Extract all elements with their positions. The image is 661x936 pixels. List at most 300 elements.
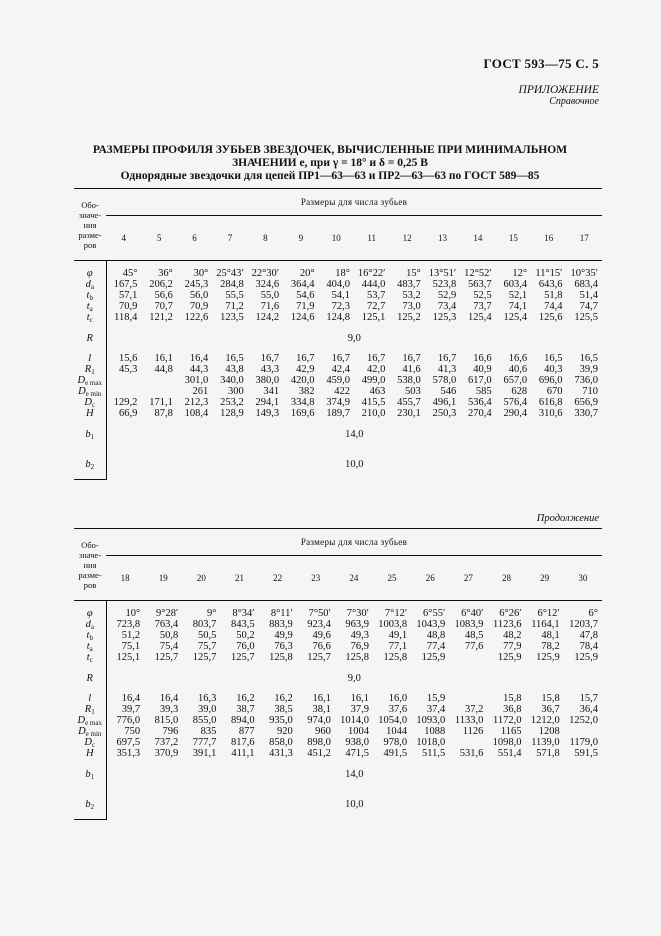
row-symbol-subscript: 1: [91, 368, 95, 376]
teeth-count-cell: 14: [460, 216, 495, 261]
value-cell: 883,9: [269, 619, 293, 630]
row-symbol-subscript: 2: [90, 462, 95, 471]
value-cell: 42,0: [367, 364, 386, 375]
value-cell: 71,6: [260, 301, 280, 312]
value-cell: 538,0: [397, 375, 421, 386]
row-symbol: [74, 641, 106, 652]
value-cell: 404,0: [326, 279, 350, 290]
row-symbol-subscript: b: [89, 294, 93, 302]
value-cell: 16°22′: [357, 268, 386, 279]
value-cell: 56,6: [154, 290, 173, 301]
teeth-count-cell: 11: [354, 216, 389, 261]
teeth-count-cell: 6: [177, 216, 212, 261]
value-cell: 576,4: [503, 397, 528, 408]
value-cell: 496,1: [432, 397, 457, 408]
row-symbol-letter: t: [86, 652, 90, 663]
value-cell: 78,2: [541, 641, 560, 652]
teeth-count-cell: 13: [425, 216, 460, 261]
teeth-count-cell: 20: [182, 556, 220, 601]
value-cell: 75,4: [159, 641, 179, 652]
page-subtitle: Однорядные звездочки для цепей ПР1—63—63 и ПР2—63—63 по ГОСТ 589—85: [120, 170, 540, 182]
row-symbol: [74, 608, 106, 619]
row-symbol-subscript: a: [89, 305, 93, 313]
value-cell: 125,7: [154, 652, 179, 663]
value-cell: 128,9: [220, 408, 244, 419]
value-cell: 38,5: [274, 704, 293, 715]
row-symbol-subscript: 1: [90, 432, 95, 441]
row-symbol: [74, 726, 106, 737]
value-cell: 1123,6: [493, 619, 522, 630]
table-row: [74, 353, 602, 364]
value-cell: 36°: [158, 268, 173, 279]
row-symbol: [74, 759, 106, 789]
value-cell: [564, 726, 602, 737]
value-cell: 121,2: [149, 312, 173, 323]
value-cell: 301,0: [184, 375, 209, 386]
merged-value-cell: 9,0: [347, 332, 361, 344]
value-cell: 76,9: [350, 641, 369, 652]
teeth-count-cell: 29: [526, 556, 564, 601]
value-cell: 169,6: [290, 408, 315, 419]
value-cell: 817,6: [230, 737, 255, 748]
value-cell: 12°: [512, 268, 528, 279]
row-symbol-letter: D: [77, 715, 86, 726]
value-cell: 125,5: [574, 312, 598, 323]
value-cell: 894,0: [230, 715, 255, 726]
value-cell: 511,5: [422, 748, 446, 759]
table-row: [74, 268, 602, 279]
value-cell: 8°34′: [232, 608, 255, 619]
value-cell: 16,1: [154, 353, 173, 364]
row-symbol: [74, 386, 106, 397]
value-cell: 340,0: [220, 375, 244, 386]
row-symbol-letter: D: [77, 375, 86, 386]
value-cell: 855,0: [192, 715, 217, 726]
row-symbol-letter: R: [86, 332, 93, 344]
value-cell: 1212,0: [530, 715, 560, 726]
value-cell: 300: [227, 386, 244, 397]
row-symbol: [74, 419, 106, 449]
value-cell: 974,0: [307, 715, 331, 726]
value-cell: 963,9: [345, 619, 369, 630]
value-cell: 898,0: [307, 737, 331, 748]
value-cell: 125,7: [192, 652, 217, 663]
value-cell: 370,9: [154, 748, 179, 759]
row-symbol: [74, 715, 106, 726]
table-row: [74, 704, 602, 715]
value-cell: 45°: [122, 268, 138, 279]
row-symbol-letter: b: [85, 458, 91, 470]
value-cell: 39,0: [198, 704, 217, 715]
value-cell: 37,4: [426, 704, 446, 715]
value-cell: 1018,0: [416, 737, 446, 748]
value-cell: 74,4: [544, 301, 563, 312]
row-symbol-subscript: c: [91, 741, 96, 749]
value-cell: 55,0: [260, 290, 280, 301]
value-cell: 55,5: [225, 290, 244, 301]
value-cell: 1043,9: [416, 619, 446, 630]
value-cell: 53,7: [367, 290, 386, 301]
row-symbol-subscript: e min: [85, 390, 102, 398]
value-cell: 444,0: [361, 279, 386, 290]
value-cell: 11°15′: [535, 268, 563, 279]
value-cell: 171,1: [149, 397, 173, 408]
value-cell: 16,1: [350, 693, 369, 704]
group-header: Размеры для числа зубьев: [106, 529, 602, 556]
value-cell: 108,4: [184, 408, 209, 419]
value-cell: 737,2: [154, 737, 179, 748]
table-row: [74, 789, 602, 820]
value-cell: 294,1: [255, 397, 280, 408]
value-cell: 763,4: [154, 619, 179, 630]
row-symbol-subscript: c: [89, 656, 93, 664]
value-cell: 261: [192, 386, 209, 397]
value-cell: 364,4: [290, 279, 315, 290]
value-cell: 45,3: [119, 364, 138, 375]
row-symbol: [74, 693, 106, 704]
table-row: [74, 608, 602, 619]
row-symbol-letter: t: [86, 641, 90, 652]
value-cell: 16,7: [296, 353, 315, 364]
value-cell: 18°: [335, 268, 350, 279]
value-cell: 382: [298, 386, 315, 397]
value-cell: 124,2: [255, 312, 280, 323]
value-cell: 380,0: [255, 375, 280, 386]
value-cell: 471,5: [345, 748, 369, 759]
value-cell: 451,2: [307, 748, 331, 759]
value-cell: 125,9: [497, 652, 522, 663]
value-cell: 70,7: [154, 301, 173, 312]
value-cell: 723,8: [116, 619, 141, 630]
value-cell: 15,8: [541, 693, 560, 704]
value-cell: 75,1: [121, 641, 141, 652]
value-cell: 77,9: [503, 641, 522, 652]
value-cell: 16,5: [225, 353, 244, 364]
row-symbol-letter: D: [78, 726, 86, 737]
teeth-count-cell: 16: [531, 216, 566, 261]
row-header-cell: Обо-значе-ния разме-ров: [74, 529, 106, 601]
value-cell: 230,1: [397, 408, 421, 419]
table-row: [74, 323, 602, 353]
value-cell: 66,9: [119, 408, 138, 419]
teeth-count-cell: 7: [212, 216, 247, 261]
teeth-count-cell: 15: [496, 216, 531, 261]
row-symbol: [74, 737, 106, 748]
value-cell: 253,2: [220, 397, 244, 408]
table-row: [74, 279, 602, 290]
value-cell: 22°30′: [251, 268, 280, 279]
value-cell: 71,2: [225, 301, 244, 312]
value-cell: 643,6: [538, 279, 563, 290]
value-cell: 49,9: [274, 630, 293, 641]
value-cell: 77,4: [426, 641, 446, 652]
value-cell: 710: [582, 386, 598, 397]
value-cell: 374,9: [326, 397, 350, 408]
value-cell: 52,9: [437, 290, 457, 301]
value-cell: 657,0: [503, 375, 528, 386]
value-cell: 1093,0: [416, 715, 446, 726]
teeth-count-cell: 28: [487, 556, 525, 601]
value-cell: 16,4: [189, 353, 209, 364]
value-cell: 6°26′: [499, 608, 522, 619]
value-cell: 1083,9: [454, 619, 484, 630]
value-cell: 77,6: [465, 641, 484, 652]
value-cell: 47,8: [579, 630, 598, 641]
value-cell: 36,7: [541, 704, 560, 715]
value-cell: 16,6: [473, 353, 492, 364]
merged-value-cell: 10,0: [345, 458, 364, 470]
row-symbol-subscript: 2: [90, 802, 95, 811]
header-row: [74, 189, 602, 216]
value-cell: 44,8: [154, 364, 173, 375]
row-symbol-letter: b: [85, 768, 91, 780]
value-cell: 37,9: [350, 704, 369, 715]
teeth-count-cell: 5: [141, 216, 176, 261]
value-cell: 843,5: [230, 619, 255, 630]
row-symbol: [74, 268, 106, 279]
value-cell: 6°40′: [461, 608, 484, 619]
row-symbol: [74, 789, 106, 820]
dimensions-table-teeth-18-30: [74, 528, 602, 820]
teeth-count-cell: 30: [564, 556, 602, 601]
value-cell: 1165: [500, 726, 522, 737]
page-title-line2: ЗНАЧЕНИИ e, при γ = 18° и δ = 0,25 B: [232, 157, 428, 169]
value-cell: 16,7: [260, 353, 280, 364]
value-cell: 15,7: [579, 693, 598, 704]
value-cell: 750: [124, 726, 141, 737]
value-cell: 16,5: [544, 353, 563, 364]
row-symbol-letter: φ: [86, 268, 93, 279]
group-header: Размеры для числа зубьев: [106, 189, 602, 216]
value-cell: 78,4: [579, 641, 598, 652]
row-symbol-letter: t: [86, 312, 90, 323]
value-cell: 39,7: [121, 704, 141, 715]
row-symbol: [74, 748, 106, 759]
table-row: [74, 301, 602, 312]
value-cell: 40,3: [544, 364, 563, 375]
value-cell: 603,4: [503, 279, 528, 290]
value-cell: 324,6: [255, 279, 280, 290]
value-cell: 57,1: [119, 290, 138, 301]
table-row: [74, 290, 602, 301]
value-cell: 72,7: [367, 301, 386, 312]
row-symbol-letter: l: [88, 353, 92, 364]
value-cell: 16,1: [312, 693, 331, 704]
teeth-count-cell: 10: [319, 216, 354, 261]
row-symbol-subscript: b: [89, 634, 93, 642]
row-symbol-letter: R: [84, 364, 92, 375]
value-cell: 923,4: [307, 619, 331, 630]
value-cell: 52,5: [473, 290, 492, 301]
value-cell: 334,8: [290, 397, 315, 408]
row-symbol-letter: H: [85, 408, 94, 419]
row-symbol: [74, 449, 106, 480]
value-cell: 531,6: [459, 748, 484, 759]
row-symbol: [74, 663, 106, 693]
value-cell: 73,7: [473, 301, 492, 312]
value-cell: 48,8: [426, 630, 446, 641]
value-cell: 76,6: [312, 641, 331, 652]
value-cell: 616,8: [538, 397, 563, 408]
value-cell: 16,7: [437, 353, 457, 364]
value-cell: 960: [315, 726, 331, 737]
value-cell: 697,5: [116, 737, 141, 748]
value-cell: 835: [200, 726, 217, 737]
value-cell: 1004: [347, 726, 369, 737]
value-cell: 77,1: [388, 641, 408, 652]
value-cell: 411,1: [231, 748, 255, 759]
value-cell: 39,9: [579, 364, 598, 375]
value-cell: 503: [405, 386, 421, 397]
table-row: [74, 375, 602, 386]
value-cell: [141, 386, 176, 397]
value-cell: 43,8: [225, 364, 244, 375]
value-cell: 49,3: [350, 630, 369, 641]
value-cell: [106, 375, 141, 386]
row-symbol-letter: H: [85, 748, 94, 759]
value-cell: 351,3: [116, 748, 141, 759]
value-cell: 74,1: [508, 301, 528, 312]
row-symbol: [74, 652, 106, 663]
row-symbol-subscript: c: [91, 401, 96, 409]
teeth-count-cell: 4: [106, 216, 141, 261]
value-cell: 48,5: [465, 630, 484, 641]
value-cell: 310,6: [538, 408, 563, 419]
value-cell: 499,0: [361, 375, 386, 386]
value-cell: 10°35′: [570, 268, 598, 279]
value-cell: 70,9: [189, 301, 209, 312]
value-cell: 16,7: [331, 353, 350, 364]
value-cell: 290,4: [503, 408, 528, 419]
teeth-row: [74, 216, 602, 261]
value-cell: 37,6: [388, 704, 408, 715]
row-symbol-letter: D: [84, 737, 92, 748]
value-cell: 670: [546, 386, 563, 397]
value-cell: 54,1: [331, 290, 350, 301]
value-cell: 391,1: [192, 748, 217, 759]
value-cell: 72,3: [331, 301, 350, 312]
table-row: [74, 408, 602, 419]
value-cell: 6°12′: [537, 608, 560, 619]
value-cell: 20°: [299, 268, 315, 279]
value-cell: 10°: [125, 608, 141, 619]
row-symbol-subscript: a: [89, 645, 93, 653]
value-cell: 551,4: [497, 748, 522, 759]
row-symbol-letter: φ: [86, 608, 93, 619]
value-cell: 1179,0: [569, 737, 598, 748]
row-symbol-letter: d: [85, 279, 91, 290]
value-cell: 9°: [206, 608, 217, 619]
table-row: [74, 312, 602, 323]
value-cell: 38,7: [236, 704, 255, 715]
teeth-count-cell: 9: [283, 216, 318, 261]
value-cell: 1054,0: [378, 715, 408, 726]
value-cell: 51,4: [579, 290, 598, 301]
row-symbol: [74, 323, 106, 353]
value-cell: 8°11′: [270, 608, 293, 619]
value-cell: 125,9: [536, 652, 560, 663]
value-cell: 7°12′: [384, 608, 408, 619]
value-cell: 978,0: [383, 737, 408, 748]
table-row: [74, 630, 602, 641]
value-cell: 52,1: [508, 290, 528, 301]
value-cell: 15,6: [119, 353, 138, 364]
value-cell: [449, 652, 487, 663]
value-cell: 15,9: [426, 693, 446, 704]
row-symbol-letter: R: [84, 704, 92, 715]
table-row: [74, 693, 602, 704]
value-cell: 16,4: [159, 693, 179, 704]
value-cell: 125,8: [269, 652, 293, 663]
value-cell: 1139,0: [531, 737, 560, 748]
value-cell: 42,9: [296, 364, 315, 375]
value-cell: 546: [440, 386, 457, 397]
value-cell: 656,9: [574, 397, 598, 408]
value-cell: 578,0: [432, 375, 457, 386]
dimensions-table-teeth-4-17: [74, 188, 602, 480]
value-cell: 1044: [386, 726, 408, 737]
value-cell: 16,3: [198, 693, 217, 704]
value-cell: 16,7: [402, 353, 421, 364]
row-symbol-subscript: e max: [85, 379, 102, 387]
value-cell: 125,1: [116, 652, 141, 663]
row-symbol: [74, 290, 106, 301]
table-row: [74, 737, 602, 748]
merged-value-cell: 9,0: [347, 672, 361, 684]
value-cell: 938,0: [345, 737, 369, 748]
value-cell: 776,0: [116, 715, 141, 726]
value-cell: 536,4: [468, 397, 492, 408]
row-symbol: [74, 397, 106, 408]
table-row: [74, 641, 602, 652]
value-cell: 212,3: [184, 397, 209, 408]
value-cell: 206,2: [149, 279, 173, 290]
appendix-label: ПРИЛОЖЕНИЕ: [518, 84, 599, 96]
row-symbol-subscript: 1: [91, 708, 95, 716]
value-cell: 125,9: [574, 652, 598, 663]
value-cell: 935,0: [269, 715, 293, 726]
value-cell: 250,3: [432, 408, 457, 419]
value-cell: 1208: [538, 726, 560, 737]
value-cell: 920: [276, 726, 293, 737]
teeth-count-cell: 19: [144, 556, 182, 601]
value-cell: 7°50′: [308, 608, 331, 619]
table-row: [74, 748, 602, 759]
table-row: [74, 663, 602, 693]
value-cell: 36,4: [579, 704, 598, 715]
value-cell: 736,0: [574, 375, 598, 386]
value-cell: 125,9: [421, 652, 446, 663]
value-cell: 1126: [462, 726, 484, 737]
row-symbol: [74, 364, 106, 375]
value-cell: 42,4: [331, 364, 350, 375]
table-row: [74, 364, 602, 375]
value-cell: 270,4: [468, 408, 492, 419]
value-cell: 877: [238, 726, 255, 737]
value-cell: 210,0: [361, 408, 386, 419]
teeth-count-cell: 24: [335, 556, 373, 601]
value-cell: 71,9: [296, 301, 315, 312]
value-cell: 167,5: [113, 279, 138, 290]
teeth-count-cell: 8: [248, 216, 283, 261]
row-symbol: [74, 408, 106, 419]
value-cell: 12°52′: [464, 268, 492, 279]
value-cell: 38,1: [312, 704, 331, 715]
value-cell: 50,5: [198, 630, 217, 641]
value-cell: 56,0: [189, 290, 209, 301]
value-cell: 422: [334, 386, 350, 397]
row-symbol-letter: t: [86, 630, 90, 641]
